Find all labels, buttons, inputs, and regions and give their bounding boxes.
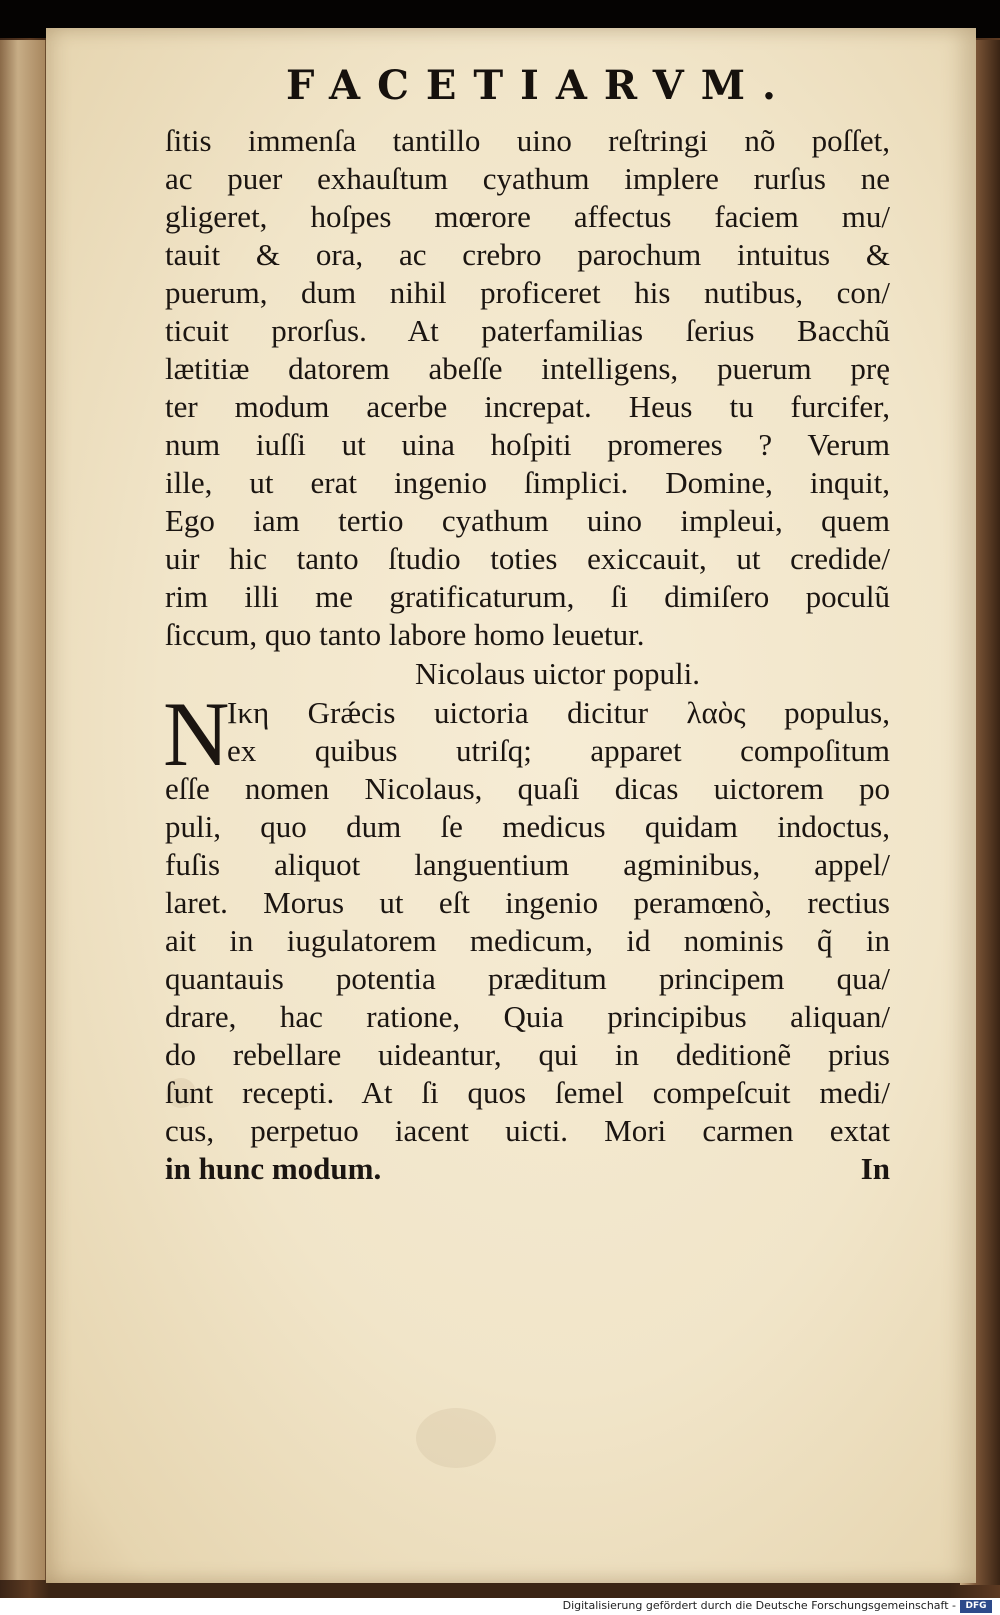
text-line: eſſe nomen Nicolaus, quaſi dicas uictorem po xyxy=(165,771,890,806)
running-header: FACETIARVM. xyxy=(286,62,793,109)
footer-credit: Digitalisierung gefördert durch die Deutsche Forschungsgemeinschaft - xyxy=(562,1599,956,1612)
book-left-edge xyxy=(0,40,47,1580)
text-line: cus, perpetuo iacent uicti. Mori carmen extat xyxy=(165,1113,890,1148)
text-line: uir hic tanto ſtudio toties exiccauit, ut credide/ xyxy=(165,541,890,576)
text-line: ac puer exhauſtum cyathum implere rurſus ne xyxy=(165,161,890,196)
drop-cap: N xyxy=(163,683,230,785)
text-line: quantauis potentia præditum principem qua/ xyxy=(165,961,890,996)
section-paragraph xyxy=(163,683,890,1150)
text-line: ille, ut erat ingenio ſimplici. Domine, inquit, xyxy=(165,465,890,500)
paper-stain xyxy=(416,1408,496,1468)
text-line: rim illi me gratificaturum, ſi dimiſero poculũ xyxy=(165,579,890,614)
text-line: ter modum acerbe increpat. Heus tu furcifer, xyxy=(165,389,890,424)
catchword: In xyxy=(860,1151,890,1186)
text-line: lætitiæ datorem abeſſe intelligens, puerum prę xyxy=(165,351,890,386)
page-body xyxy=(165,122,890,1188)
text-line: Ικη Grǽcis uictoria dicitur λαὸς populus, xyxy=(227,695,890,730)
text-line: ex quibus utriſq; apparet compoſitum xyxy=(227,733,890,768)
final-line xyxy=(165,1150,890,1188)
section-title: Nicolaus uictor populi. xyxy=(415,656,700,691)
text-line: laret. Morus ut eſt ingenio peramœnò, rectius xyxy=(165,885,890,920)
text-line: ſitis immenſa tantillo uino reſtringi nõ poſſet, xyxy=(165,123,890,158)
text-line: tauit & ora, ac crebro parochum intuitus & xyxy=(165,237,890,272)
digitization-footer xyxy=(0,1598,1000,1615)
text-line: ſiccum, quo tanto labore homo leuetur. xyxy=(165,617,645,652)
text-line: gligeret, hoſpes mœrore affectus faciem mu/ xyxy=(165,199,890,234)
text-line: puli, quo dum ſe medicus quidam indoctus, xyxy=(165,809,890,844)
text-line: fuſis aliquot languentium agminibus, appel/ xyxy=(165,847,890,882)
text-line: puerum, dum nihil proficeret his nutibus, con/ xyxy=(165,275,890,310)
text-line: ait in iugulatorem medicum, id nominis q̃ in xyxy=(165,923,890,958)
text-line: num iuſſi ut uina hoſpiti promeres ? Verum xyxy=(165,427,890,462)
text-line: Ego iam tertio cyathum uino impleui, quem xyxy=(165,503,890,538)
text-line: drare, hac ratione, Quia principibus aliquan/ xyxy=(165,999,890,1034)
text-line: in hunc modum. xyxy=(165,1151,382,1186)
text-line: ticuit prorſus. At paterfamilias ſerius Bacchũ xyxy=(165,313,890,348)
text-line: do rebellare uideantur, qui in deditionẽ prius xyxy=(165,1037,890,1072)
text-line: ſunt recepti. At ſi quos ſemel compeſcuit medi/ xyxy=(165,1075,890,1110)
dfg-logo: DFG xyxy=(960,1600,992,1613)
